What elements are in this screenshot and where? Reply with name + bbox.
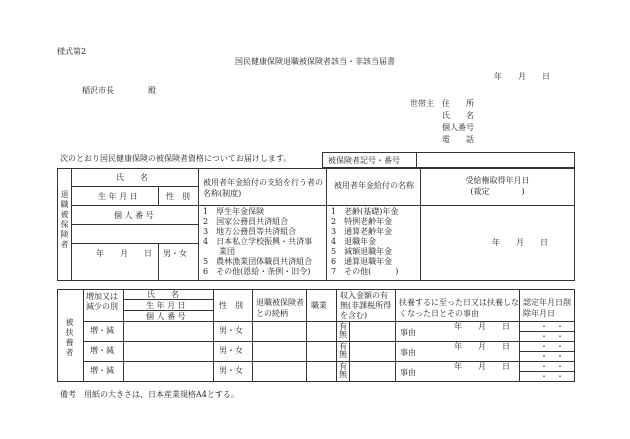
col-gender: 性 別 xyxy=(219,301,243,310)
submission-date: 年 月 日 xyxy=(494,72,550,81)
pension-name-item-2: 2 特例老齢年金 xyxy=(331,217,393,226)
pension-name-header: 被用者年金給付の名称 xyxy=(334,181,414,190)
householder-personal-no: 個人番号 xyxy=(442,123,474,132)
dep-row2-change: 増・減 xyxy=(90,346,114,355)
pension-org-item-4: 4 日本私立学校振興・共済事 xyxy=(203,237,313,246)
dep-row2-reason: 事由 xyxy=(400,348,416,357)
form-title: 国民健康保険退職被保険者該当・非該当届書 xyxy=(235,57,395,66)
col-income: 収入金額の有無(非課税所得を含む) xyxy=(340,291,392,320)
col-name: 氏 名 xyxy=(147,290,179,299)
col-birth: 生 年 月 日 xyxy=(146,301,186,310)
dep-row1-change: 増・減 xyxy=(90,326,114,335)
retiree-gender-label: 性 別 xyxy=(166,192,190,201)
dep-row2-cert-add: ・ ・ xyxy=(540,342,564,351)
retiree-personal-no-label: 個 人 番 号 xyxy=(114,211,154,220)
dep-row3-reason: 事由 xyxy=(400,368,416,377)
form-number: 様式第2 xyxy=(57,47,87,56)
dep-row2-income-yes: 有 xyxy=(339,342,347,351)
pension-org-item-2: 2 国家公務員共済組合 xyxy=(203,217,289,226)
pension-name-item-1: 1 老齢(基礎)年金 xyxy=(331,207,399,216)
retiree-gender-value: 男・女 xyxy=(163,249,187,258)
addressee-suffix: 殿 xyxy=(148,86,156,95)
pension-org-item-4b: 業団 xyxy=(203,247,235,256)
footer-note: 備考 用紙の大きさは、日本産業規格A4とする。 xyxy=(60,390,239,399)
pension-org-header: 被用者年金給付の支給を行う者の名称(制度) xyxy=(203,178,323,198)
dep-row3-change: 増・減 xyxy=(90,366,114,375)
retiree-side-label: 退職被保険者 xyxy=(60,190,69,250)
pension-org-item-3: 3 地方公務員等共済組合 xyxy=(203,227,297,236)
dep-row2-date: 年 月 日 xyxy=(454,342,510,351)
dep-row3-cert-add: ・ ・ xyxy=(540,362,564,371)
pension-org-item-1: 1 厚生年金保険 xyxy=(203,207,265,216)
entitlement-header: 受給権取得年月日 xyxy=(465,176,530,185)
entitlement-date: 年 月 日 xyxy=(492,238,548,247)
dep-row1-date: 年 月 日 xyxy=(454,322,510,331)
col-cert: 認定年月日削除年月日 xyxy=(523,298,571,318)
householder-address: 住 所 xyxy=(442,99,474,108)
col-personal-no: 個 人 番 号 xyxy=(146,312,186,321)
retiree-birth-label: 生 年 月 日 xyxy=(98,192,138,201)
insured-number-label: 被保険者記号・番号 xyxy=(328,156,400,165)
dep-row3-income-yes: 有 xyxy=(339,362,347,371)
dep-row3-cert-del: ・ ・ xyxy=(540,372,564,381)
dep-row1-gender: 男・女 xyxy=(219,326,243,335)
col-relation: 退職被保険者との続柄 xyxy=(256,298,304,318)
dep-row1-reason: 事由 xyxy=(400,328,416,337)
pension-org-item-5: 5 農林漁業団体職員共済組合 xyxy=(203,257,313,266)
pension-name-item-6: 6 通算退職年金 xyxy=(331,257,393,266)
householder-label: 世帯主 xyxy=(410,99,434,108)
dep-row1-cert-del: ・ ・ xyxy=(540,332,564,341)
dep-row1-income-yes: 有 xyxy=(339,322,347,331)
dep-row1-income-no: 無 xyxy=(339,330,347,339)
retiree-birth-value: 年 月 日 xyxy=(96,249,152,258)
dep-row3-date: 年 月 日 xyxy=(454,362,510,371)
dep-row2-income-no: 無 xyxy=(339,350,347,359)
retiree-name-label: 氏 名 xyxy=(116,173,148,182)
dep-row2-cert-del: ・ ・ xyxy=(540,352,564,361)
pension-org-item-6: 6 その他(恩給・条例・旧令) xyxy=(203,267,311,276)
dep-row2-gender: 男・女 xyxy=(219,346,243,355)
addressee: 稲沢市長 xyxy=(82,86,114,95)
intro-text: 次のとおり国民健康保険の被保険者資格についてお届けします。 xyxy=(60,154,292,163)
householder-name: 氏 名 xyxy=(442,111,474,120)
pension-name-item-7: 7 その他( ) xyxy=(331,267,399,276)
col-change: 増加又は減少の別 xyxy=(86,292,118,311)
dependents-side-label: 被扶養者 xyxy=(65,318,74,358)
entitlement-sub: (裁定 ) xyxy=(470,187,525,196)
pension-name-item-4: 4 退職年金 xyxy=(331,237,377,246)
col-reason: 扶養するに至った日又は扶養しなくなった日とその事由 xyxy=(399,298,519,318)
dep-row3-gender: 男・女 xyxy=(219,366,243,375)
householder-phone: 電 話 xyxy=(442,135,474,144)
col-job: 職業 xyxy=(311,301,327,310)
pension-name-item-5: 5 減額退職年金 xyxy=(331,247,393,256)
dep-row1-cert-add: ・ ・ xyxy=(540,322,564,331)
dep-row3-income-no: 無 xyxy=(339,370,347,379)
pension-name-item-3: 3 通算老齢年金 xyxy=(331,227,393,236)
